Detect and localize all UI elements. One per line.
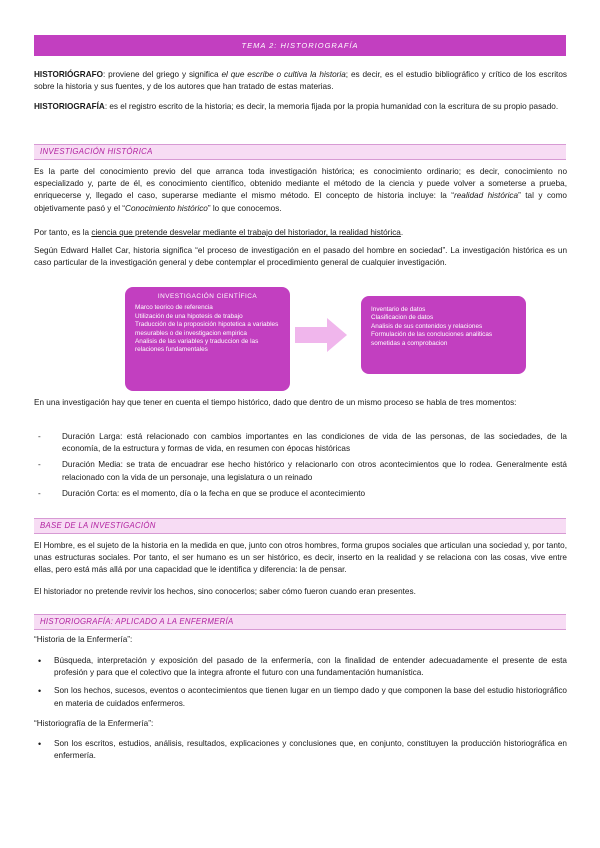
investigacion-paragraph-1	[34, 166, 567, 215]
text-run: .	[400, 228, 404, 237]
text-run: ; es decir, es el estudio bibliográfico y crítico de los escritos sobre la historia y sus fuentes, y de los autores que han tratado de estas materias.	[34, 70, 567, 92]
section-heading-text: INVESTIGACIÓN HISTÓRICA	[40, 147, 153, 156]
intro-paragraph-1	[34, 69, 567, 93]
page-title: TEMA 2: HISTORIOGRAFÍA	[34, 35, 566, 56]
diagram-box-analisis	[361, 296, 526, 374]
list-item-text: Duración Media: se trata de encuadrar ese hecho histórico y relacionarlo con otros acontecimientos que lo rodea. Generalmente está relacionado con la vida de un personaje, una legislatura o un reinado	[62, 460, 567, 482]
emphasis: Conocimiento histórico	[125, 203, 208, 213]
diagram-box-line: Inventario de datos	[371, 306, 426, 313]
underlined-text: ciencia que pretende desvelar mediante el trabajo del historiador, la realidad histórica	[91, 228, 401, 237]
emphasis: realidad histórica	[453, 191, 519, 201]
historia-enfermeria-list	[34, 655, 567, 716]
quote-historiografia-enfermeria: “Historiografía de la Enfermería”:	[34, 719, 154, 728]
diagram-box-investigacion-cientifica	[125, 287, 290, 391]
section-heading-base	[34, 518, 566, 534]
base-paragraph-2: El historiador no pretende revivir los hechos, sino conocerlos; saber cómo fueron cuando eran presentes.	[34, 587, 416, 596]
intro-paragraph-2	[34, 101, 567, 113]
list-item	[34, 488, 567, 500]
text-run: Es la parte del conocimiento previo del que arranca toda investigación histórica; es conocimiento ordinario; es decir, conocimiento no especializado y, parte de él, es conocimiento científico, obtenido mediante el método de la ciencia y puede volver a someterse a prueba, enriquecerse y, llegado el caso, superarse mediante el mismo método. El concepto de historia incluye: la “	[34, 167, 567, 201]
duracion-list	[34, 431, 567, 504]
investigacion-paragraph-4: En una investigación hay que tener en cuenta el tiempo histórico, dado que dentro de un mismo proceso se habla de tres momentos:	[34, 398, 517, 407]
term-historiografo: HISTORIÓGRAFO	[34, 70, 103, 79]
list-item-text: Duración Larga: está relacionado con cambios importantes en las condiciones de vida de las personas, de las sociedades, de la economía, de la estructura y formas de vida, en resumen con épocas históricas	[62, 432, 567, 454]
text-run: ” lo que conocemos.	[207, 203, 282, 213]
bullet-marker: •	[38, 656, 42, 666]
section-heading-enfermeria	[34, 614, 566, 630]
section-heading-text: HISTORIOGRAFÍA: APLICADO A LA ENFERMERÍA	[40, 617, 234, 626]
bullet-marker: •	[38, 686, 42, 697]
section-heading-text: BASE DE LA INVESTIGACIÓN	[40, 521, 156, 530]
term-historiografia: HISTORIOGRAFÍA	[34, 102, 105, 111]
diagram-box-line: Analisis de las variables y traduccion de las relaciones fundamentales	[135, 338, 259, 354]
section-heading-investigacion	[34, 144, 566, 160]
dash-marker: -	[38, 488, 41, 498]
list-item-text: Son los hechos, sucesos, eventos o acontecimientos que tienen lugar en un tiempo dado y que componen la base del estudio historiográfico en materia de cuidados enfermeros.	[54, 686, 567, 708]
diagram-box-line: Analisis de sus contenidos y relaciones	[371, 322, 483, 330]
diagram-box-heading: INVESTIGACIÓN CIENTÍFICA	[157, 293, 258, 300]
investigacion-paragraph-3: Según Edward Hallet Car, historia significa “el proceso de investigación en el pasado del hombre en sociedad”. La investigación histórica es un caso particular de la investigación general y debe contemplar el procedimiento general de cualquier investigación.	[34, 246, 567, 268]
emphasis: el que escribe o cultiva la historia	[221, 70, 346, 79]
list-item	[34, 738, 567, 762]
text-run: : proviene del griego y significa	[103, 70, 222, 79]
diagram-box-line: Clasificacion de datos	[371, 314, 434, 322]
diagram-box-line: Utilización de una hipotesis de trabajo	[135, 312, 243, 320]
list-item	[34, 459, 567, 483]
arrow-right-icon	[295, 318, 347, 352]
list-item-text: Duración Corta: es el momento, día o la fecha en que se produce el acontecimiento	[62, 488, 366, 498]
diagram-box-line: Formulación de las concluciones analiticas sometidas a comprobacion	[371, 331, 493, 347]
list-item	[34, 655, 567, 679]
text-run: : es el registro escrito de la historia; es decir, la memoria fijada por la propia humanidad con la escritura de su propio pasado.	[104, 102, 559, 111]
bullet-marker: •	[38, 739, 42, 749]
dash-marker: -	[38, 432, 41, 441]
list-item-text: Son los escritos, estudios, análisis, resultados, explicaciones y conclusiones que, en conjunto, constituyen la producción historiográfica en enfermería.	[54, 739, 567, 761]
list-item-text: Búsqueda, interpretación y exposición del pasado de la enfermería, con la finalidad de entender adecuadamente el presente de esta profesión y para que el colectivo que la integra afronte el futuro con una fundamentación humanística.	[54, 656, 567, 678]
text-run: ” tal y como objetivamente pasó y el “	[34, 191, 567, 213]
diagram-box-line: Traducción de la proposición hipotetica a variables mesurables o de investigacion empirica	[135, 321, 279, 337]
investigacion-paragraph-2	[34, 227, 567, 239]
quote-historia-enfermeria: “Historia de la Enfermería”:	[34, 635, 133, 644]
base-paragraph-1: El Hombre, es el sujeto de la historia en la medida en que, junto con otros hombres, forma grupos sociales que articulan una sociedad y, por tanto, unas estructuras sociales. Por tanto, el ser humano es un ser histórico, es decir, inserto en la realidad y se relaciona con las cosas, vive entre ellas, pero está más allá por una capacidad que le identifica y diferencia: la de pensar.	[34, 541, 567, 575]
list-item	[34, 685, 567, 709]
text-run: Por tanto, es la	[34, 228, 92, 237]
dash-marker: -	[38, 460, 41, 470]
list-item	[34, 431, 567, 455]
diagram-box-line: Marco teorico de referencia	[135, 304, 213, 312]
historiografia-enfermeria-list	[34, 738, 567, 768]
